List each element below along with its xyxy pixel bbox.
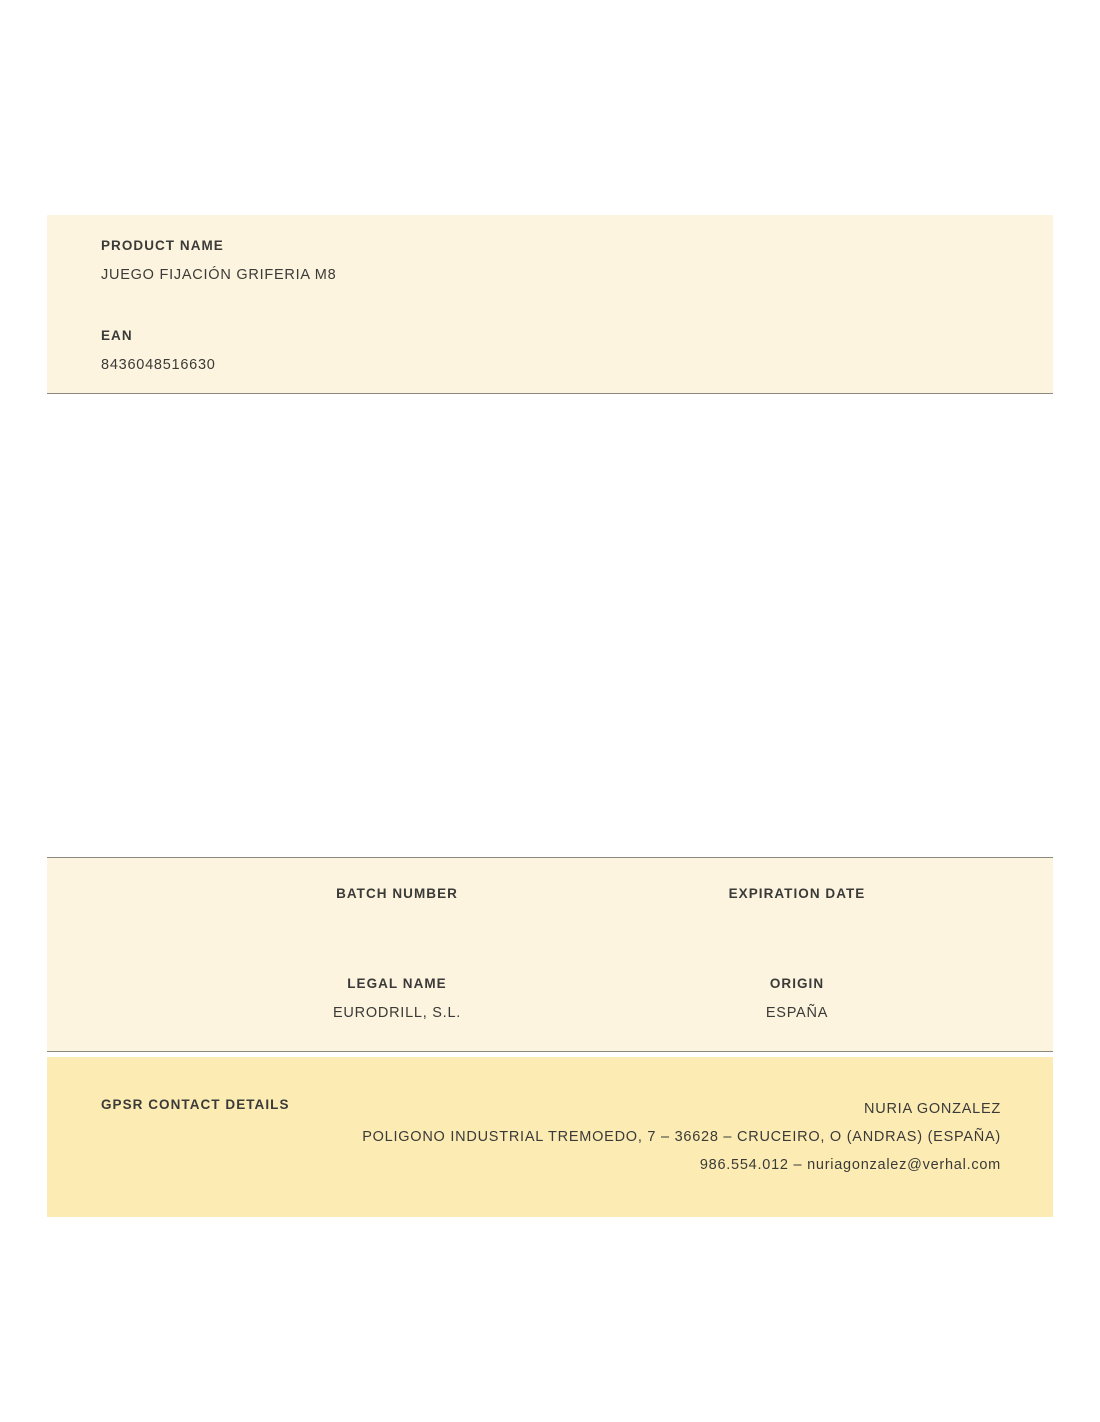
legal-name-label: LEGAL NAME	[347, 976, 447, 991]
origin-value: ESPAÑA	[765, 1005, 829, 1021]
ean-label: EAN	[101, 328, 133, 343]
product-name-value: JUEGO FIJACIÓN GRIFERIA M8	[101, 267, 337, 283]
gpsr-contact-block	[47, 1057, 1053, 1217]
origin-label: ORIGIN	[769, 976, 825, 991]
gpsr-contact-details-label: GPSR CONTACT DETAILS	[101, 1097, 290, 1112]
gpsr-contact-phone-email: 986.554.012 – nuriagonzalez@verhal.com	[699, 1157, 1001, 1173]
gpsr-contact-lines	[362, 1095, 1001, 1179]
batch-number-label: BATCH NUMBER	[336, 886, 458, 901]
expiration-date-label: EXPIRATION DATE	[728, 886, 866, 901]
gpsr-contact-address: POLIGONO INDUSTRIAL TREMOEDO, 7 – 36628 – CRUCEIRO, O (ANDRAS) (ESPAÑA)	[362, 1129, 1001, 1145]
ean-value: 8436048516630	[101, 357, 216, 373]
gpsr-contact-name: NURIA GONZALEZ	[864, 1101, 1001, 1117]
legal-name-value: EURODRILL, S.L.	[332, 1005, 462, 1021]
product-details-block	[47, 857, 1053, 1052]
product-name-label: PRODUCT NAME	[101, 238, 224, 253]
product-info-block	[47, 215, 1053, 394]
